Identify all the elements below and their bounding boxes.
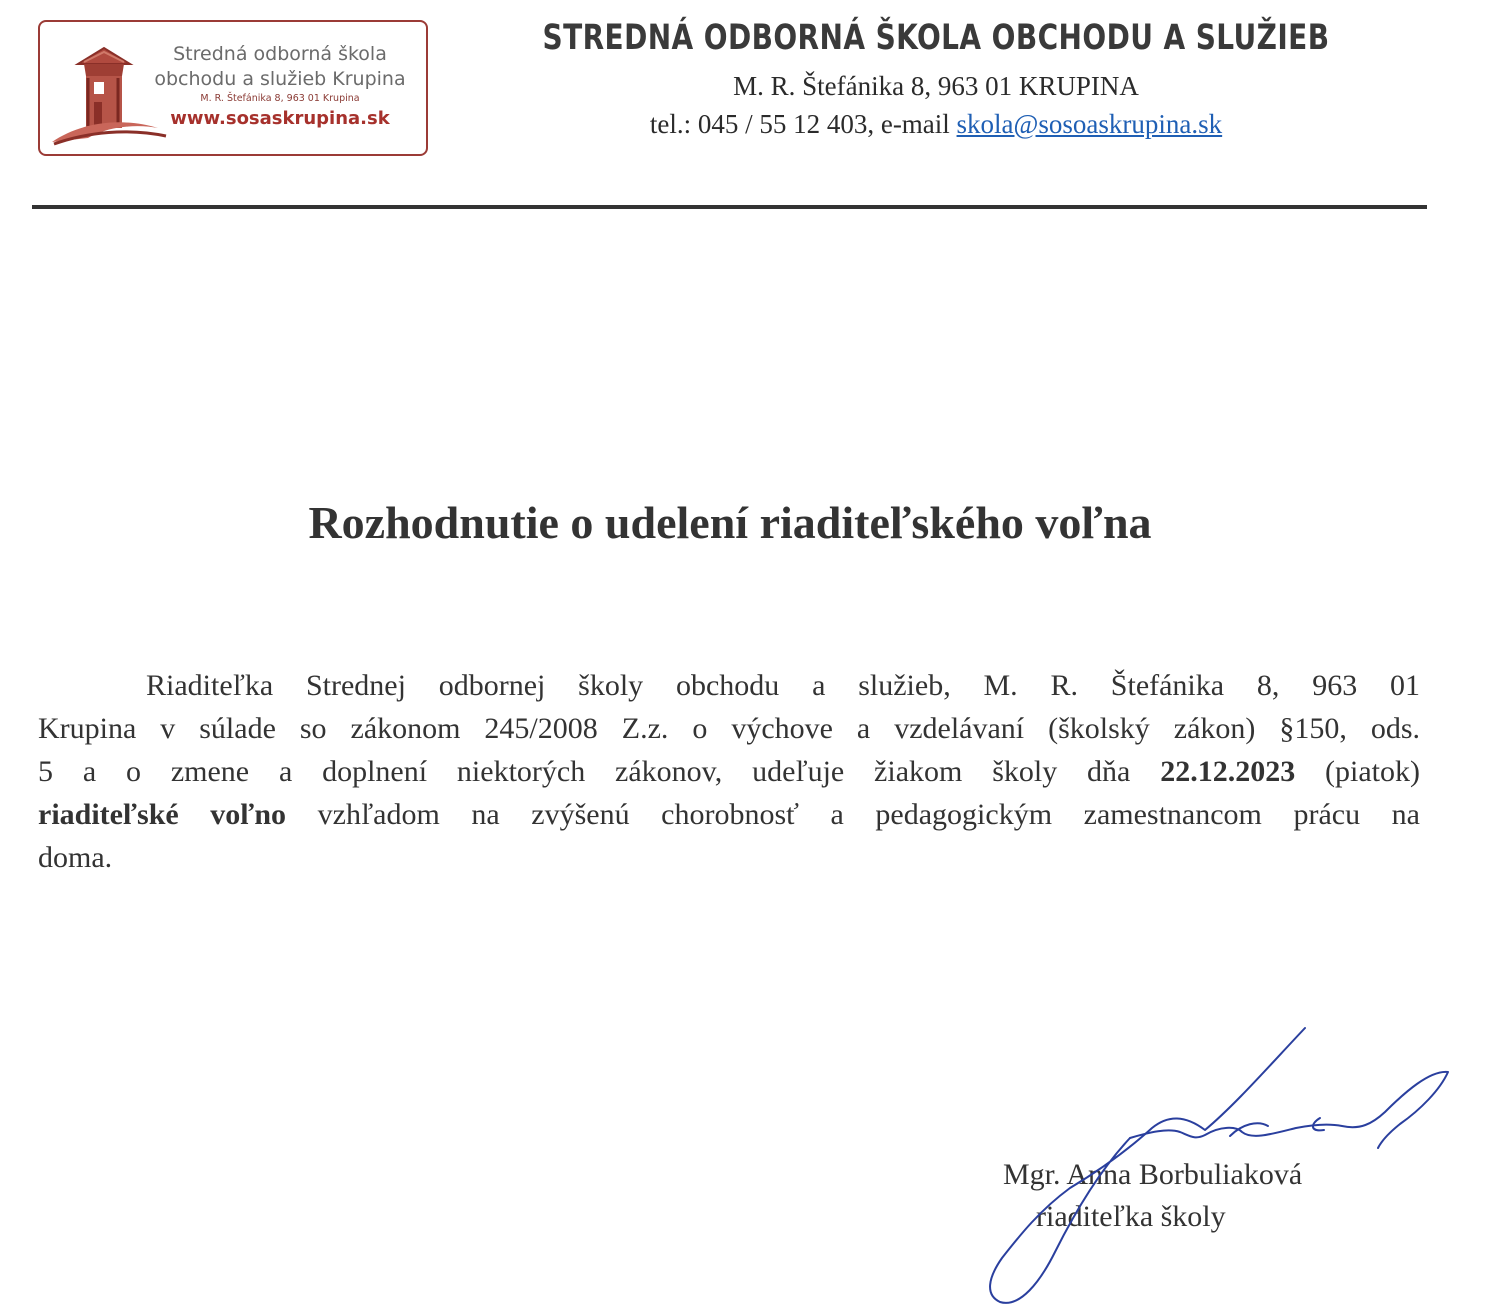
paragraph-line [38,793,1420,836]
signatory-role: riaditeľka školy [1036,1200,1226,1233]
document-title: Rozhodnutie o udelení riaditeľského voľna [308,497,1152,548]
signatory-name: Mgr. Anna Borbuliaková [1003,1158,1303,1191]
paragraph-line: Krupina v súlade so zákonom 245/2008 Z.z. o výchove a vzdelávaní (školský zákon) §150, ods. [38,712,1420,745]
school-name: STREDNÁ ODBORNÁ ŠKOLA OBCHODU A SLUŽIEB [542,18,1330,58]
school-address: M. R. Štefánika 8, 963 01 KRUPINA [733,71,1139,101]
decision-paragraph [38,664,1420,879]
logo-line-2: obchodu a služieb Krupina [154,68,406,90]
holiday-date: 22.12.2023 [1160,755,1296,788]
logo-address: M. R. Štefánika 8, 963 01 Krupina [200,93,360,104]
contact-phone: tel.: 045 / 55 12 403, e-mail [649,109,957,139]
logo-website: www.sosaskrupina.sk [170,108,390,129]
paragraph-text: 5 a o zmene a doplnení niektorých zákonov, udeľuje žiakom školy dňa [38,755,1161,788]
paragraph-text: (piatok) [1295,755,1421,788]
paragraph-line: Riaditeľka Strednej odbornej školy obchodu a služieb, M. R. Štefánika 8, 963 01 [146,669,1420,702]
school-contact [436,109,1436,140]
paragraph-line: doma. [38,841,113,874]
header-divider [32,205,1427,209]
logo-line-1: Stredná odborná škola [173,43,387,65]
school-logo [38,20,428,156]
paragraph-line [38,750,1420,793]
paragraph-text: vzhľadom na zvýšenú chorobnosť a pedagogickým zamestnancom prácu na [286,798,1420,831]
handwritten-signature [980,1020,1460,1310]
holiday-term: riaditeľské voľno [38,798,287,831]
email-link[interactable]: skola@sosoaskrupina.sk [956,109,1223,139]
